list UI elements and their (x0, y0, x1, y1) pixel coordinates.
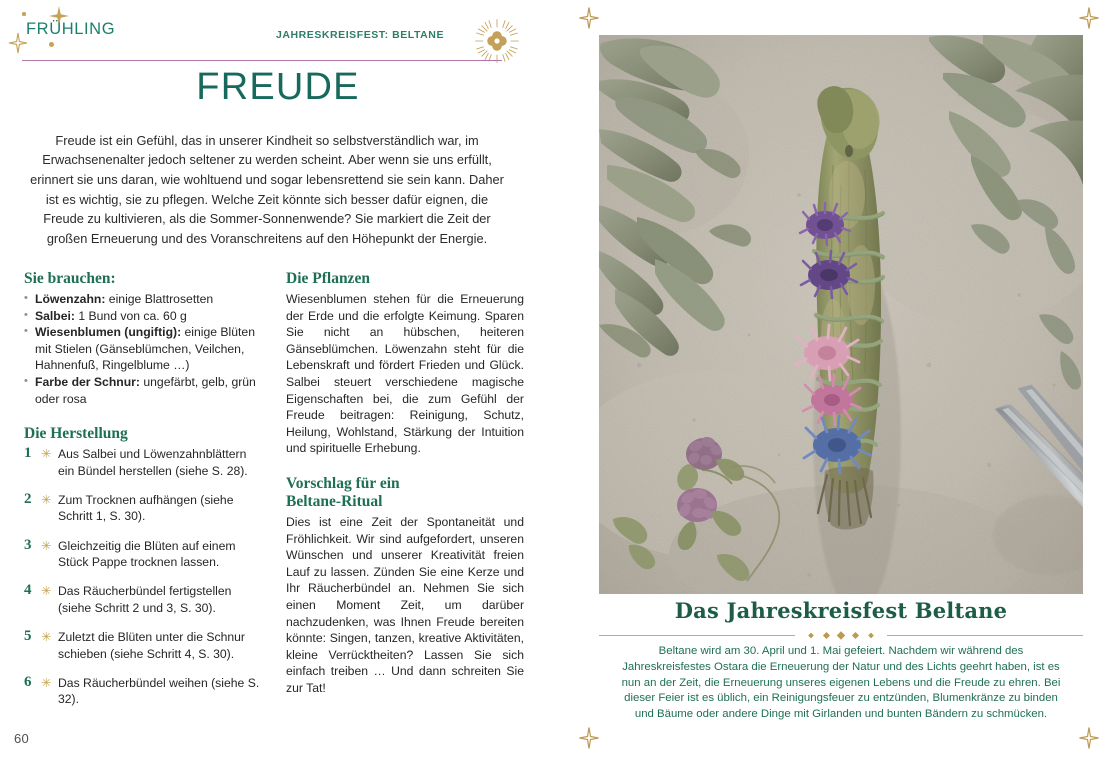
step-number: 4 (24, 582, 32, 599)
sparkle-icon-corner-tl (578, 6, 600, 30)
caption-body: Beltane wird am 30. April und 1. Mai gefeiert. Nachdem wir während des Jahreskreisfestes Ostara die Erneuerung der Natur und des Lichts geehrt haben, ist es nun an der Zeit, die Erneuerung unseres eigenen Lebens und die Freude zu ehren. Bei dieser Feier ist es üblich, ein Reinigungsfeuer zu entzünden, Blumenkränze zu binden und Bäume oder andere Dinge mit Girlanden und bunten Bändern zu schmücken. (621, 645, 1061, 720)
column-left (24, 270, 262, 720)
list-item (24, 291, 262, 308)
step-text: Gleichzeitig die Blüten auf einem Stück Pappe trocknen lassen. (58, 538, 236, 570)
divider-ornament-icon (599, 631, 1083, 640)
asterisk-icon: ✳ (41, 447, 52, 462)
asterisk-icon: ✳ (41, 584, 52, 599)
step-text: Aus Salbei und Löwenzahnblättern ein Bündel herstellen (siehe S. 28). (58, 447, 248, 478)
needs-list (24, 291, 262, 407)
step-text: Das Räucherbündel fertigstellen (siehe Schritt 2 und 3, S. 30). (58, 584, 232, 615)
asterisk-icon: ✳ (41, 492, 52, 507)
step-item (24, 675, 262, 708)
needs-item-label: Salbei: (35, 308, 75, 323)
caption-title: Das Jahreskreisfest Beltane (674, 598, 1008, 623)
needs-item-label: Wiesenblumen (ungiftig): (35, 325, 182, 340)
needs-item-text: 1 Bund von ca. 60 g (74, 308, 187, 323)
asterisk-icon: ✳ (41, 538, 52, 553)
sparkle-dot-icon-2 (49, 42, 54, 47)
step-item (24, 629, 262, 662)
step-text: Zum Trocknen aufhängen (siehe Schritt 1, S. 30). (58, 492, 234, 524)
asterisk-icon: ✳ (41, 629, 52, 644)
ritual-heading-line1: Vorschlag für ein (286, 474, 400, 492)
ritual-heading-line2: Beltane-Ritual (286, 492, 383, 510)
step-text: Zuletzt die Blüten unter die Schnur schieben (siehe Schritt 4, S. 30). (58, 629, 245, 661)
step-number: 3 (24, 536, 32, 553)
right-page (556, 0, 1116, 762)
step-number: 6 (24, 673, 32, 690)
list-item (24, 374, 262, 407)
sun-ornament-icon (474, 18, 520, 64)
step-number: 5 (24, 627, 32, 644)
column-right (286, 270, 524, 696)
sparkle-icon-corner-br (1078, 726, 1100, 750)
list-item (24, 308, 262, 325)
season-eyebrow: FRÜHLING (26, 20, 116, 38)
sparkle-icon-corner-bl (578, 726, 600, 750)
needs-heading: Sie brauchen: (24, 270, 116, 287)
step-item (24, 446, 262, 479)
needs-item-label: Löwenzahn: (35, 292, 106, 306)
page-header (0, 0, 556, 62)
needs-item-text: einige Blattrosetten (105, 292, 214, 306)
smudge-stick-photo (599, 35, 1083, 594)
step-number: 2 (24, 490, 32, 507)
left-page (0, 0, 556, 762)
plants-body: Wiesenblumen stehen für die Erneuerung der Erde und die erfolgte Keimung. Sparen Sie nicht an hübschen, heiteren Gänseblümchen. Löwenzahn steht für die Lebenskraft und fördert Frieden und Glück. Salbei steuert verschiedene magische Eigenschaften bei, die zum Gefühl der Freude beitragen: Reinigung, Schutz, Heilung, Wohlstand, Stärkung der Intuition und spirituelle Erhebung. (286, 292, 524, 456)
page-title: FREUDE (196, 66, 360, 108)
needs-item-label: Farbe der Schnur: (35, 374, 140, 389)
step-item (24, 492, 262, 525)
making-heading: Die Herstellung (24, 425, 128, 443)
needs-item-text: einige Blüten mit Stielen (Gänseblümchen, Veilchen, Hahnenfuß, Ringelblume …) (35, 325, 255, 373)
photo-illustration (599, 35, 1083, 594)
asterisk-icon: ✳ (41, 675, 52, 690)
sparkle-dot-icon (22, 12, 26, 16)
festival-kicker: JAHRESKREISFEST: BELTANE (276, 29, 444, 41)
ritual-body: Dies ist eine Zeit der Spontaneität und Fröhlichkeit. Wir sind aufgefordert, unseren Wünschen und unserer Kreativität freien Lauf zu lassen. Zünden Sie eine Kerze und Ihr Räucherbündel an. Nehmen Sie sich einen Moment Zeit, um darüber nachzudenken, was Ihnen Freude bereiten könnte: Singen, tanzen, kreative Aktivitäten, kleine Verrücktheiten? Lassen Sie sich einfach treiben … Und dann schreiten Sie zur Tat! (286, 514, 524, 695)
caption-divider (599, 627, 1083, 636)
content-columns (24, 270, 524, 730)
sparkle-icon-corner-tr (1078, 6, 1100, 30)
step-text: Das Räucherbündel weihen (siehe S. 32). (58, 675, 260, 707)
intro-paragraph: Freude ist ein Gefühl, das in unserer Kindheit so selbstverständlich war, im Erwachsenenalter jedoch seltener zu werden scheint. Aber wenn sie uns erfüllt, erinnert sie uns daran, wie wohltuend und sogar lebensrettend sie sein kann. Daher ist es wichtig, sie zu pflegen. Welche Zeit könnte sich besser dafür eignen, die Freude zu kultivieren, als die Sommer-Sonnenwende? Sie markiert die Zeit der großen Erneuerung und des Voranschreitens auf den Höhepunkt der Energie. (30, 132, 504, 246)
step-item (24, 583, 262, 616)
making-steps (24, 446, 262, 708)
page-number: 60 (14, 731, 30, 746)
plants-heading: Die Pflanzen (286, 270, 370, 287)
step-item (24, 538, 262, 571)
list-item (24, 324, 262, 374)
needs-item-text: ungefärbt, gelb, grün oder rosa (35, 374, 256, 406)
step-number: 1 (24, 445, 32, 462)
header-divider (22, 60, 502, 61)
sparkle-icon-outline (8, 32, 28, 54)
